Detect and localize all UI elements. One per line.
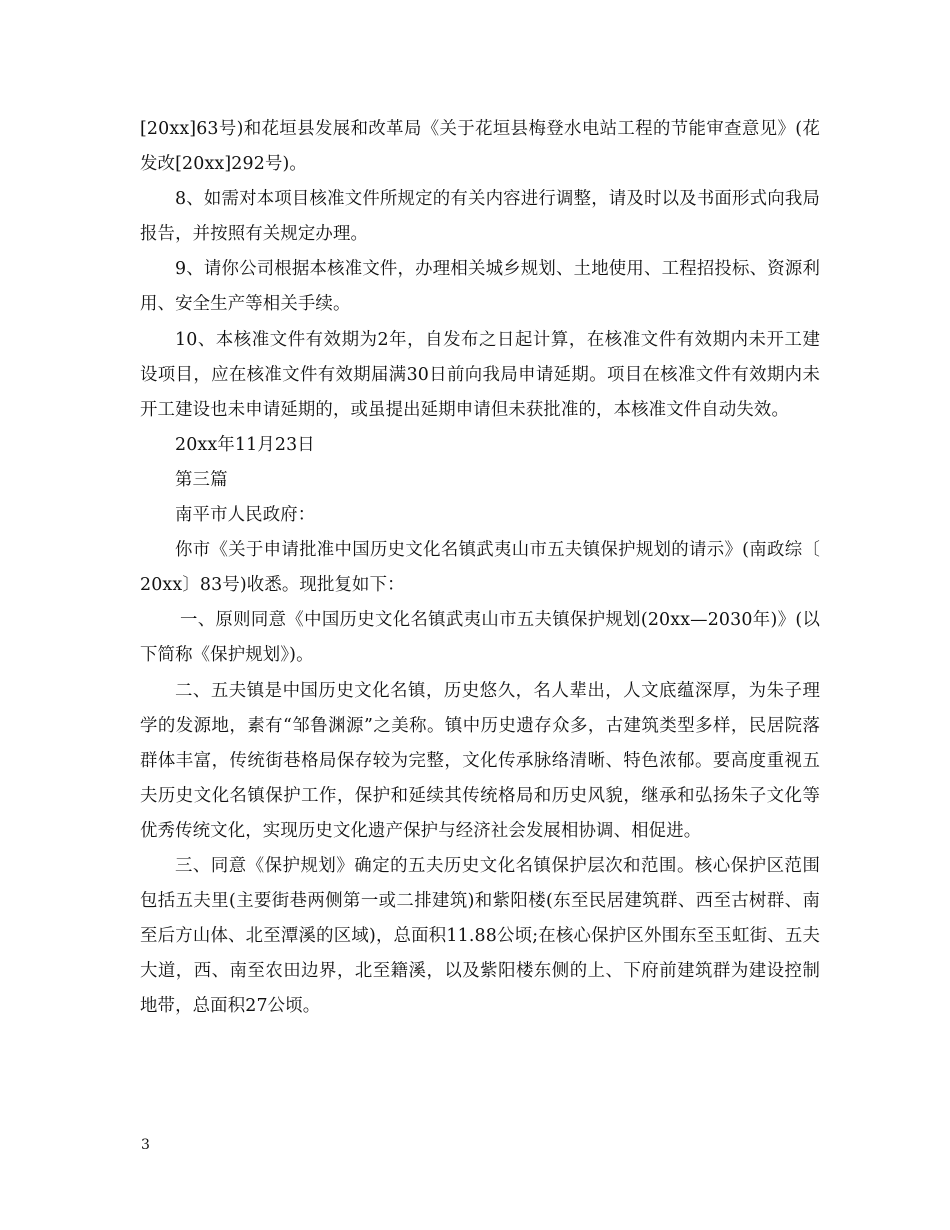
salutation: 南平市人民政府： [175,505,316,526]
document-date: 20xx年11月23日 [175,434,315,455]
document-body [140,112,820,1024]
paragraph-item-9: 9、请你公司根据本核准文件，办理相关城乡规划、土地使用、工程招投标、资源利用、安全生产等相关手续。 [140,259,820,315]
paragraph-point-1: 一、原则同意《中国历史文化名镇武夷山市五夫镇保护规划(20xx—2030年)》(以下简称《保护规划》)。 [140,610,820,666]
section-heading: 第三篇 [175,469,228,490]
paragraph-continuation: [20xx]63号)和花垣县发展和改革局《关于花垣县梅登水电站工程的节能审查意见》(花发改[20xx]292号)。 [140,119,820,175]
paragraph-item-8: 8、如需对本项目核准文件所规定的有关内容进行调整，请及时以及书面形式向我局报告，并按照有关规定办理。 [140,189,820,245]
paragraph-intro: 你市《关于申请批准中国历史文化名镇武夷山市五夫镇保护规划的请示》(南政综〔20xx〕83号)收悉。现批复如下： [140,540,820,596]
paragraph-point-2: 二、五夫镇是中国历史文化名镇，历史悠久，名人辈出，人文底蕴深厚，为朱子理学的发源地，素有“邹鲁渊源”之美称。镇中历史遗存众多，古建筑类型多样，民居院落群体丰富，传统街巷格局保存较为完整，文化传承脉络清晰、特色浓郁。要高度重视五夫历史文化名镇保护工作，保护和延续其传统格局和历史风貌，继承和弘扬朱子文化等优秀传统文化，实现历史文化遗产保护与经济社会发展相协调、相促进。 [140,680,820,841]
paragraph-item-10: 10、本核准文件有效期为2年，自发布之日起计算，在核准文件有效期内未开工建设项目，应在核准文件有效期届满30日前向我局申请延期。项目在核准文件有效期内未开工建设也未申请延期的，或虽提出延期申请但未获批准的，本核准文件自动失效。 [140,329,820,420]
page-number: 3 [141,1137,150,1153]
paragraph-point-3: 三、同意《保护规划》确定的五夫历史文化名镇保护层次和范围。核心保护区范围包括五夫里(主要街巷两侧第一或二排建筑)和紫阳楼(东至民居建筑群、西至古树群、南至后方山体、北至潭溪的区域)，总面积11.88公顷;在核心保护区外围东至玉虹街、五夫大道，西、南至农田边界，北至籍溪，以及紫阳楼东侧的上、下府前建筑群为建设控制地带，总面积27公顷。 [140,855,820,1017]
